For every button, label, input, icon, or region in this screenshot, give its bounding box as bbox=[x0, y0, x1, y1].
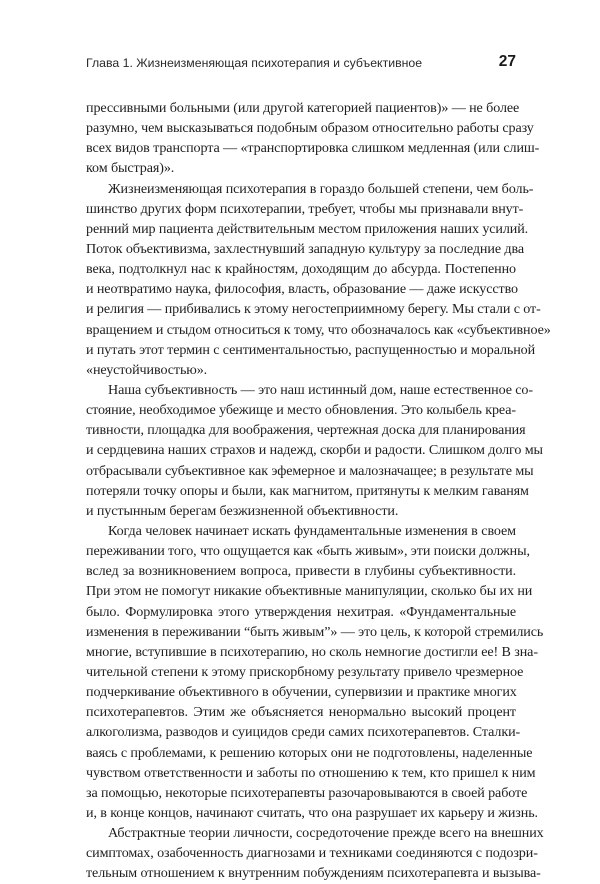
text-line: тельным отношением к внутренним побуждениям психотерапевта и вызыва- bbox=[86, 865, 541, 882]
text-line: психотерапевтов. Этим же объясняется ненормально высокий процент bbox=[86, 704, 516, 721]
text-line: «неустойчивостью». bbox=[86, 361, 208, 378]
text-line: переживании того, что ощущается как «быть живым», эти поиски должны, bbox=[86, 543, 530, 560]
text-line: изменения в переживании “быть живым”» — это цель, к которой стремились bbox=[86, 623, 544, 640]
text-line: подчеркивание объективного в обучении, супервизии и практике многих bbox=[86, 684, 517, 701]
text-line: ренний мир пациента действительным местом приложения наших усилий. bbox=[86, 220, 529, 237]
text-line: Поток объективизма, захлестнувший западную культуру за последние два bbox=[86, 240, 524, 257]
text-line: симптомах, озабоченность диагнозами и техниками соединяются с подозри- bbox=[86, 845, 538, 862]
text-line: ком быстрая)». bbox=[86, 160, 175, 177]
text-line: и путать этот термин с сентиментальностью, распущенностью и моральной bbox=[86, 341, 536, 358]
text-line: чувством ответственности и заботы по отношению к тем, кто пришел к ним bbox=[86, 764, 536, 781]
text-line: за помощью, некоторые психотерапевты разочаровываются в своей работе bbox=[86, 784, 528, 801]
running-head bbox=[86, 53, 516, 76]
text-line: Когда человек начинает искать фундаментальные изменения в своем bbox=[108, 522, 516, 539]
text-line: и пустынным берегам безжизненной объективности. bbox=[86, 502, 399, 519]
text-line: тивности, площадка для воображения, чертежная доска для планирования bbox=[86, 422, 526, 439]
text-line: При этом не помогут никакие объективные манипуляции, сколько бы их ни bbox=[86, 583, 533, 600]
text-line: стояние, необходимое убежище и место обновления. Это колыбель креа- bbox=[86, 402, 516, 419]
text-line: и религия — прибивались к этому негостеприимному берегу. Мы стали с от- bbox=[86, 301, 541, 318]
text-line: вращением и стыдом относиться к тому, что обозначалось как «субъективное» bbox=[86, 321, 551, 338]
chapter-title: Глава 1. Жизнеизменяющая психотерапия и субъективное bbox=[86, 56, 423, 70]
text-line: разумно, чем высказываться подобным образом относительно работы сразу bbox=[86, 120, 534, 137]
text-line: Абстрактные теории личности, сосредоточение прежде всего на внешних bbox=[108, 825, 544, 842]
text-line: вслед за возникновением вопроса, привести в глубины субъективности. bbox=[86, 563, 516, 580]
text-line: ваясь с проблемами, к решению которых они не подготовлены, наделенные bbox=[86, 744, 533, 761]
text-line: и, в конце концов, начинают считать, что она разрушает их карьеру и жизнь. bbox=[86, 804, 538, 821]
text-line: и неотвратимо наука, философия, власть, образование — даже искусство bbox=[86, 281, 518, 298]
text-line: алкоголизма, разводов и суицидов среди самих психотерапевтов. Сталки- bbox=[86, 724, 521, 741]
page-number: 27 bbox=[498, 53, 516, 70]
text-line: всех видов транспорта — «транспортировка слишком медленная (или слиш- bbox=[86, 140, 540, 157]
text-line: было. Формулировка этого утверждения нехитрая. «Фундаментальные bbox=[86, 603, 516, 620]
text-line: Наша субъективность — это наш истинный дом, наше естественное со- bbox=[108, 381, 533, 398]
text-line: чительной степени к этому прискорбному результату привело чрезмерное bbox=[86, 663, 524, 680]
text-line: отбрасывали субъективное как эфемерное и малозначащее; в результате мы bbox=[86, 462, 534, 479]
text-line: шинство других форм психотерапии, требует, чтобы мы признавали внут- bbox=[86, 200, 524, 217]
text-line: прессивными больными (или другой категорией пациентов)» — не более bbox=[86, 100, 520, 116]
text-line: многие, вступившие в психотерапию, но сколь немногие достигли ее! В зна- bbox=[86, 643, 538, 660]
body-text bbox=[86, 98, 551, 883]
text-line: потеряли точку опоры и были, как магнитом, притянуты к мелким гаваням bbox=[86, 482, 529, 499]
text-line: века, подтолкнул нас к крайностям, доходящим до абсурда. Постепенно bbox=[86, 261, 516, 278]
text-line: и сердцевина наших страхов и надежд, скорби и радости. Слишком долго мы bbox=[86, 442, 543, 459]
text-line: Жизнеизменяющая психотерапия в гораздо большей степени, чем боль- bbox=[108, 180, 534, 197]
